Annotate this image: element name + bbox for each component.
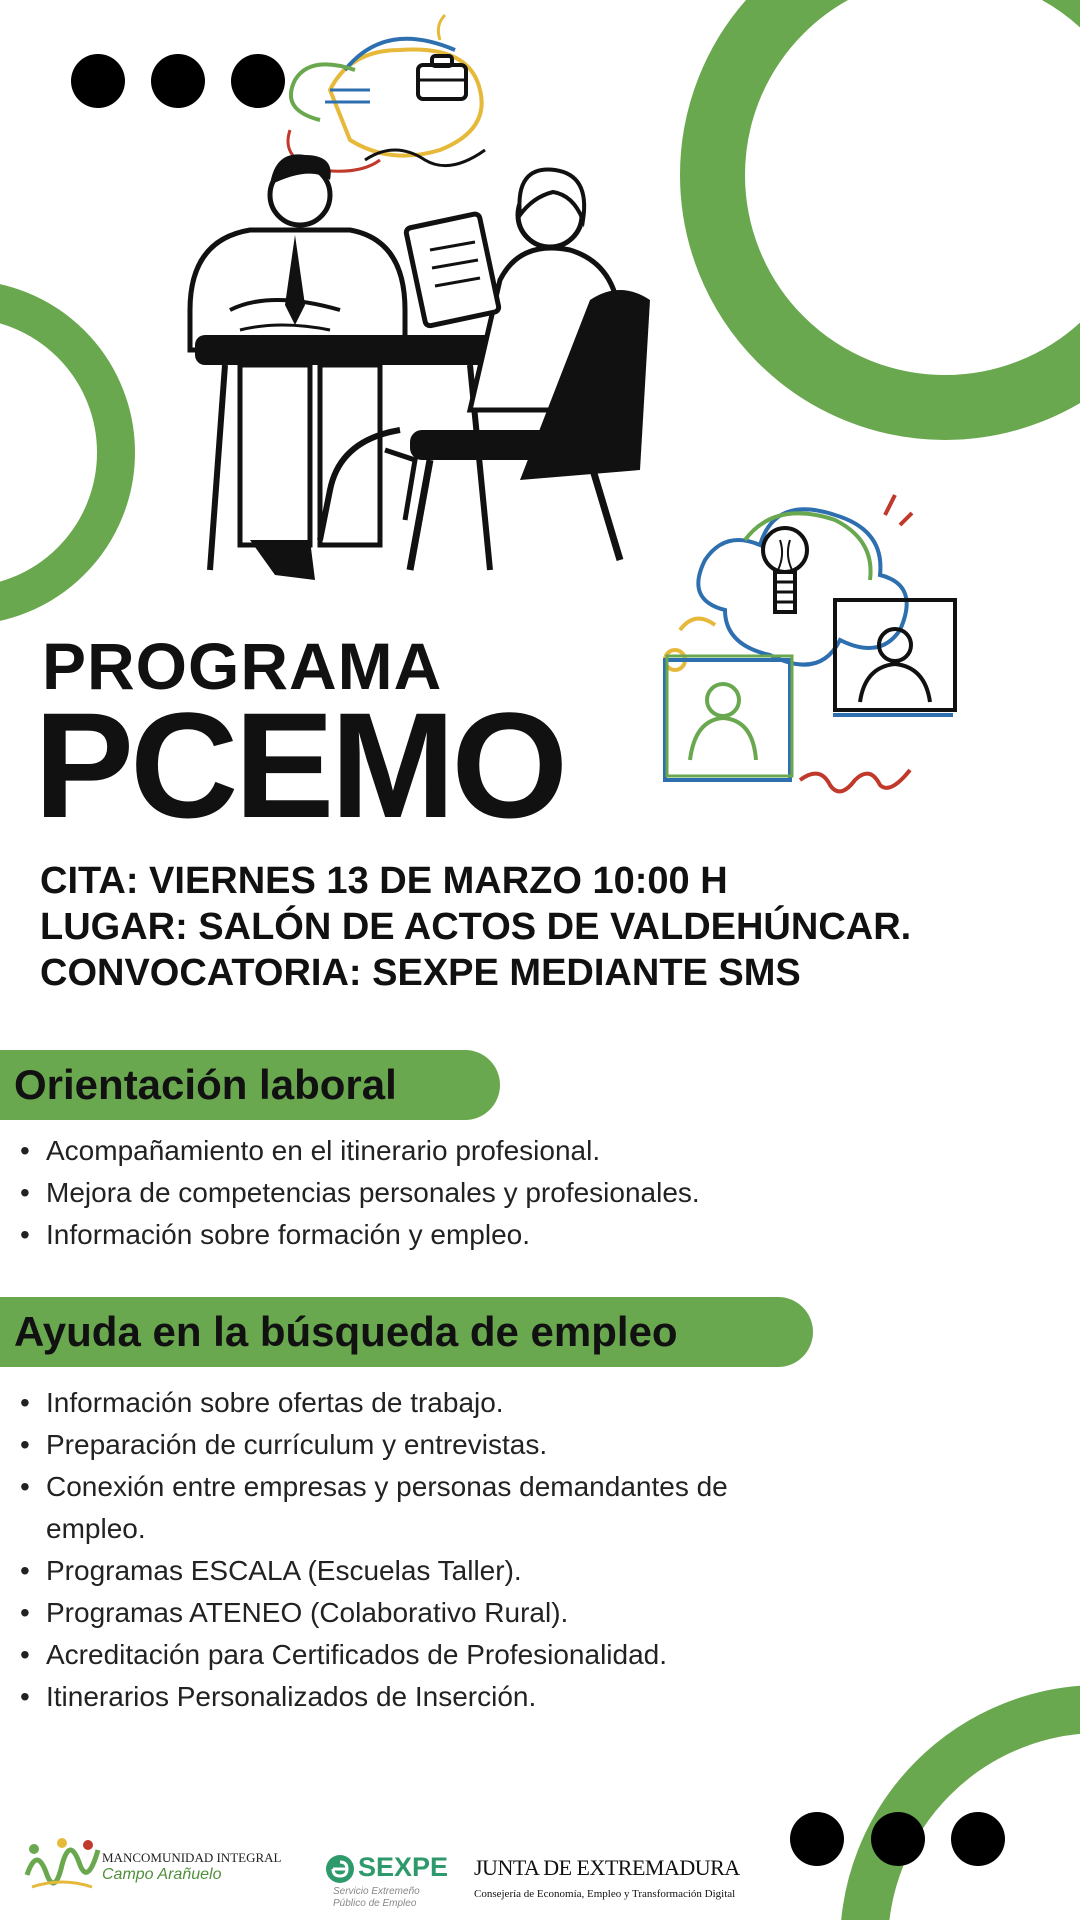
sexpe-logo <box>325 1852 455 1912</box>
list-item: • Conexión entre empresas y personas demandantes de empleo. <box>20 1466 800 1550</box>
sexpe-line2: Público de Empleo <box>333 1898 417 1909</box>
title-program: PROGRAMA <box>42 629 443 703</box>
event-info <box>40 858 911 996</box>
orientacion-list <box>20 1130 920 1256</box>
decorative-dot <box>951 1812 1005 1866</box>
mancomunidad-line1: MANCOMUNIDAD INTEGRAL <box>102 1850 282 1865</box>
list-item: • Programas ESCALA (Escuelas Taller). <box>20 1550 800 1592</box>
section-heading-orientacion: Orientación laboral <box>0 1050 500 1120</box>
mancomunidad-line2: Campo Arañuelo <box>102 1866 222 1883</box>
list-item: • Información sobre ofertas de trabajo. <box>20 1382 800 1424</box>
decorative-dot <box>71 54 125 108</box>
decorative-dot <box>790 1812 844 1866</box>
junta-name: JUNTA DE EXTREMADURA <box>474 1855 740 1880</box>
section-heading-busqueda: Ayuda en la búsqueda de empleo <box>0 1297 813 1367</box>
decorative-ring-bottom-right <box>840 1685 1080 1920</box>
info-cita: CITA: VIERNES 13 DE MARZO 10:00 H <box>40 860 728 902</box>
list-item: • Acreditación para Certificados de Profesionalidad. <box>20 1634 800 1676</box>
decorative-ring-top-right <box>680 0 1080 440</box>
mancomunidad-emblem-icon <box>22 1835 102 1895</box>
sexpe-name: SEXPE <box>358 1852 449 1882</box>
busqueda-list <box>20 1382 800 1718</box>
job-interview-illustration <box>170 10 690 610</box>
junta-logo <box>472 1855 752 1910</box>
decorative-ring-left <box>0 280 135 625</box>
list-item: • Acompañamiento en el itinerario profesional. <box>20 1130 920 1172</box>
junta-sub: Consejería de Economía, Empleo y Transformación Digital <box>474 1888 736 1900</box>
list-item: • Programas ATENEO (Colaborativo Rural). <box>20 1592 800 1634</box>
list-item: • Itinerarios Personalizados de Inserción. <box>20 1676 800 1718</box>
sexpe-emblem-icon <box>325 1854 355 1884</box>
list-item: • Información sobre formación y empleo. <box>20 1214 920 1256</box>
info-convocatoria: CONVOCATORIA: SEXPE MEDIANTE SMS <box>40 952 801 994</box>
sexpe-line1: Servicio Extremeño <box>333 1886 420 1897</box>
info-lugar: LUGAR: SALÓN DE ACTOS DE VALDEHÚNCAR. <box>40 906 912 948</box>
list-item: • Mejora de competencias personales y profesionales. <box>20 1172 920 1214</box>
decorative-dot <box>871 1812 925 1866</box>
mancomunidad-logo <box>22 1835 282 1895</box>
list-item: • Preparación de currículum y entrevistas. <box>20 1424 800 1466</box>
lightbulb-idea-icon <box>655 480 975 800</box>
title-pcemo: PCEMO <box>34 681 565 849</box>
